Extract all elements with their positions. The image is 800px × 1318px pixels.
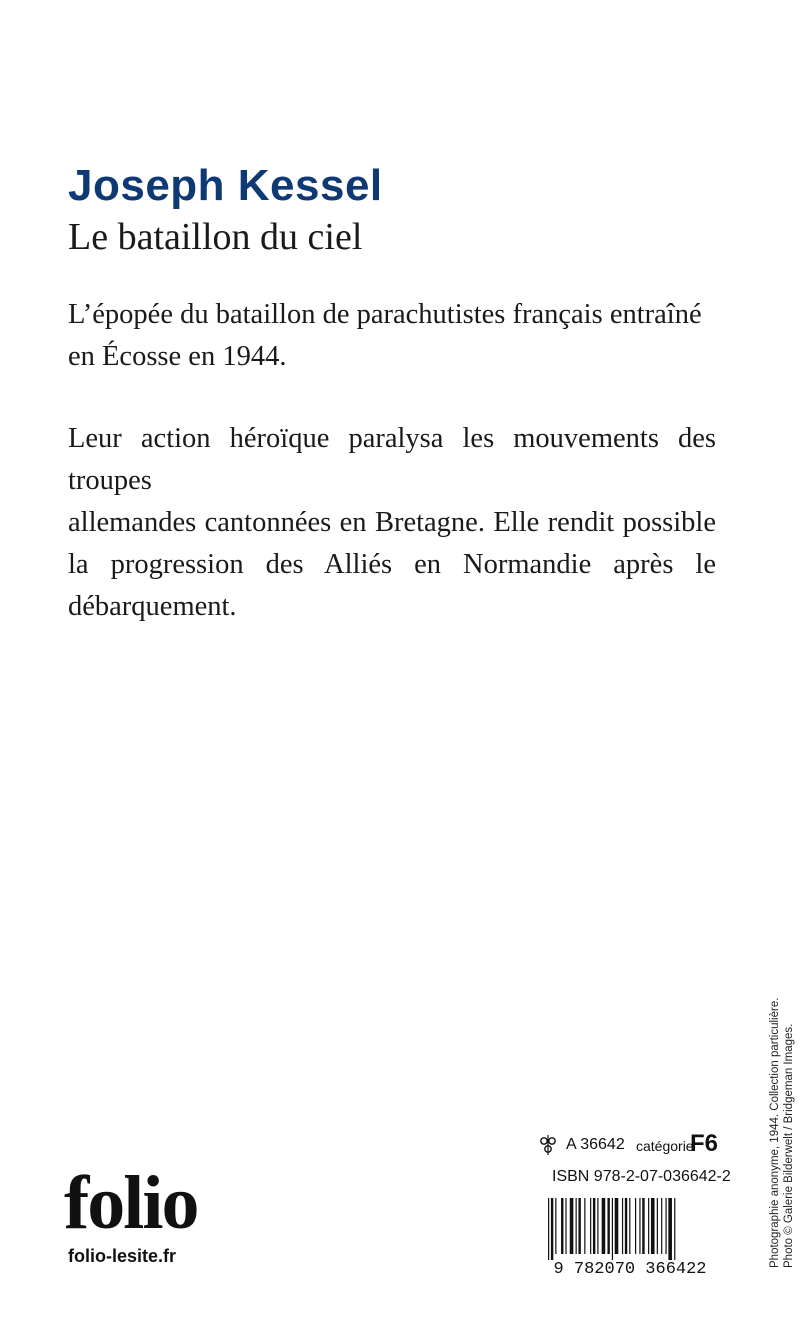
barcode-bar — [674, 1198, 675, 1260]
barcode-bar — [555, 1198, 556, 1254]
barcode-bar — [642, 1198, 644, 1254]
barcode-bar — [570, 1198, 574, 1254]
author-name: Joseph Kessel — [68, 161, 383, 210]
category-label: catégorie — [636, 1138, 694, 1154]
barcode-bar — [602, 1198, 606, 1254]
barcode-bar — [657, 1198, 658, 1254]
photo-credit-line: Photo © Galerie Bilderwelt / Bridgeman Images. — [783, 1023, 795, 1268]
barcode-bar — [661, 1198, 662, 1254]
folio-logo: folio — [64, 1161, 198, 1245]
category-code: F6 — [690, 1130, 719, 1157]
photo-credit — [768, 998, 796, 1268]
isbn: ISBN 978-2-07-036642-2 — [552, 1168, 731, 1185]
barcode-bar — [615, 1198, 619, 1254]
barcode-bar — [625, 1198, 627, 1254]
barcode-bar — [635, 1198, 636, 1254]
summary-paragraph-2 — [68, 418, 716, 628]
barcode-bar — [668, 1198, 672, 1260]
barcode-digits: 9 782070 366422 — [553, 1260, 707, 1276]
catalog-code-row — [538, 1130, 718, 1160]
barcode-bar — [590, 1198, 591, 1254]
barcode-bar — [593, 1198, 595, 1254]
publisher-website: folio-lesite.fr — [68, 1246, 177, 1266]
summary-line: en Écosse en 1944. — [68, 341, 287, 372]
barcode-bar — [597, 1198, 598, 1254]
barcode-bar — [576, 1198, 577, 1254]
barcode-bar — [665, 1198, 666, 1254]
barcode-bar — [548, 1198, 549, 1260]
barcode-bar — [629, 1198, 630, 1254]
gallimard-emblem-icon — [538, 1134, 558, 1156]
barcode-bar — [607, 1198, 609, 1254]
summary-paragraph-1 — [68, 294, 716, 378]
summary-line: L’épopée du bataillon de parachutistes français entraîné — [68, 299, 702, 330]
barcode-bar — [639, 1198, 640, 1254]
barcode-bar — [561, 1198, 563, 1254]
summary-line: la progression des Alliés en Normandie après le — [68, 549, 716, 580]
barcode-bar — [651, 1198, 655, 1254]
photo-credit-line: Photographie anonyme, 1944. Collection particulière. — [769, 997, 781, 1268]
barcode-bar — [565, 1198, 566, 1254]
barcode-bar — [612, 1198, 613, 1260]
barcode-bar — [648, 1198, 649, 1254]
summary-line: débarquement. — [68, 591, 237, 622]
summary-line: allemandes cantonnées en Bretagne. Elle rendit possible — [68, 507, 716, 538]
barcode-bar — [584, 1198, 585, 1254]
book-title: Le bataillon du ciel — [68, 216, 363, 258]
barcode-bar — [551, 1198, 553, 1260]
summary-line: Leur action héroïque paralysa les mouvements des troupes — [68, 423, 716, 496]
reference-number: A 36642 — [566, 1136, 625, 1153]
barcode-bar — [622, 1198, 623, 1254]
barcode — [542, 1198, 718, 1276]
barcode-bar — [578, 1198, 580, 1254]
